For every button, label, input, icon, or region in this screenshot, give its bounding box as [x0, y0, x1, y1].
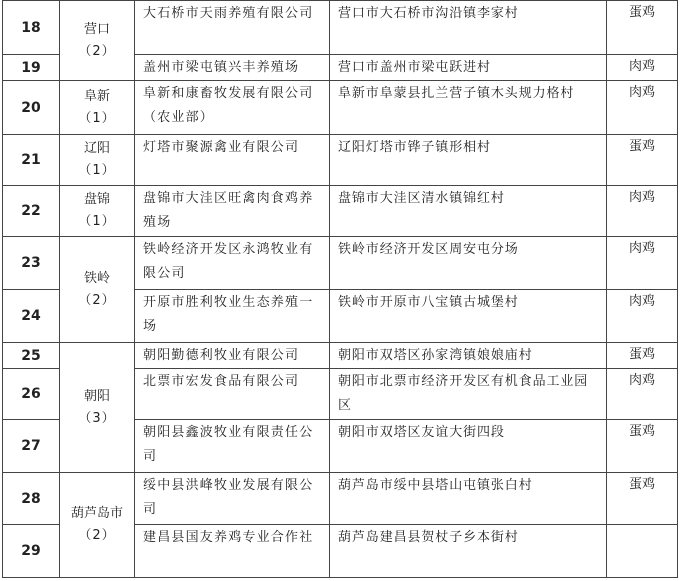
chicken-type — [607, 525, 678, 578]
farm-address: 营口市大石桥市沟沿镇李家村 — [330, 1, 607, 55]
farm-name: 阜新和康畜牧发展有限公司（农业部） — [135, 81, 330, 135]
city-name: 葫芦岛市 — [70, 506, 123, 521]
table-row — [3, 473, 678, 525]
table-row — [3, 186, 678, 237]
city-name: 辽阳 — [83, 141, 110, 156]
row-number: 24 — [3, 290, 60, 343]
city-cell — [60, 473, 135, 578]
chicken-type: 蛋鸡 — [607, 343, 678, 369]
farm-name: 建昌县国友养鸡专业合作社 — [135, 525, 330, 578]
row-number: 25 — [3, 343, 60, 369]
chicken-type: 肉鸡 — [607, 55, 678, 81]
farm-name: 盖州市梁屯镇兴丰养殖场 — [135, 55, 330, 81]
city-count: （1） — [78, 110, 116, 126]
farm-address: 盘锦市大洼区清水镇锦红村 — [330, 186, 607, 237]
table-row — [3, 343, 678, 369]
farm-name: 大石桥市天雨养殖有限公司 — [135, 1, 330, 55]
farm-address: 朝阳市双塔区孙家湾镇娘娘庙村 — [330, 343, 607, 369]
city-name: 阜新 — [83, 88, 110, 104]
chicken-type: 肉鸡 — [607, 290, 678, 343]
farm-name: 绥中县洪峰牧业发展有限公司 — [135, 473, 330, 525]
table-row — [3, 1, 678, 55]
row-number: 23 — [3, 237, 60, 290]
farm-address: 葫芦岛市绥中县塔山屯镇张白村 — [330, 473, 607, 525]
chicken-type: 肉鸡 — [607, 237, 678, 290]
farm-name: 朝阳勤德利牧业有限公司 — [135, 343, 330, 369]
city-count: （1） — [78, 163, 116, 178]
city-cell — [60, 81, 135, 135]
row-number: 18 — [3, 1, 60, 55]
farm-address: 朝阳市双塔区友谊大街四段 — [330, 420, 607, 473]
farm-name: 开原市胜利牧业生态养殖一场 — [135, 290, 330, 343]
farm-name: 灯塔市聚源禽业有限公司 — [135, 135, 330, 186]
row-number: 28 — [3, 473, 60, 525]
farm-name: 盘锦市大洼区旺禽肉食鸡养殖场 — [135, 186, 330, 237]
city-name: 盘锦 — [83, 192, 110, 207]
city-count: （1） — [78, 214, 116, 229]
city-name: 铁岭 — [83, 270, 110, 286]
farm-address: 辽阳灯塔市铧子镇形相村 — [330, 135, 607, 186]
row-number: 27 — [3, 420, 60, 473]
city-cell — [60, 1, 135, 81]
city-count: （3） — [78, 410, 116, 426]
farm-address: 铁岭市经济开发区周安屯分场 — [330, 237, 607, 290]
city-cell — [60, 135, 135, 186]
farm-address: 铁岭市开原市八宝镇古城堡村 — [330, 290, 607, 343]
row-number: 19 — [3, 55, 60, 81]
city-cell — [60, 237, 135, 343]
farm-address: 营口市盖州市梁屯跃进村 — [330, 55, 607, 81]
city-name: 朝阳 — [83, 388, 110, 404]
farm-name: 铁岭经济开发区永鸿牧业有限公司 — [135, 237, 330, 290]
row-number: 22 — [3, 186, 60, 237]
row-number: 21 — [3, 135, 60, 186]
chicken-type: 蛋鸡 — [607, 473, 678, 525]
table-row — [3, 81, 678, 135]
chicken-type: 蛋鸡 — [607, 1, 678, 55]
city-cell — [60, 343, 135, 473]
farm-address: 葫芦岛建昌县贺杖子乡本街村 — [330, 525, 607, 578]
city-name: 营口 — [83, 21, 110, 37]
farm-name: 北票市宏发食品有限公司 — [135, 369, 330, 420]
chicken-type: 肉鸡 — [607, 369, 678, 420]
farm-address: 阜新市阜蒙县扎兰营子镇木头规力格村 — [330, 81, 607, 135]
farm-address: 朝阳市北票市经济开发区有机食品工业园区 — [330, 369, 607, 420]
city-count: （2） — [78, 528, 116, 543]
table-row — [3, 237, 678, 290]
city-cell — [60, 186, 135, 237]
chicken-type: 肉鸡 — [607, 81, 678, 135]
row-number: 26 — [3, 369, 60, 420]
farm-table — [2, 0, 678, 578]
row-number: 20 — [3, 81, 60, 135]
table-row — [3, 135, 678, 186]
chicken-type: 蛋鸡 — [607, 135, 678, 186]
row-number: 29 — [3, 525, 60, 578]
chicken-type: 蛋鸡 — [607, 420, 678, 473]
chicken-type: 肉鸡 — [607, 186, 678, 237]
city-count: （2） — [78, 292, 116, 308]
city-count: （2） — [78, 43, 116, 59]
farm-name: 朝阳县鑫波牧业有限责任公司 — [135, 420, 330, 473]
